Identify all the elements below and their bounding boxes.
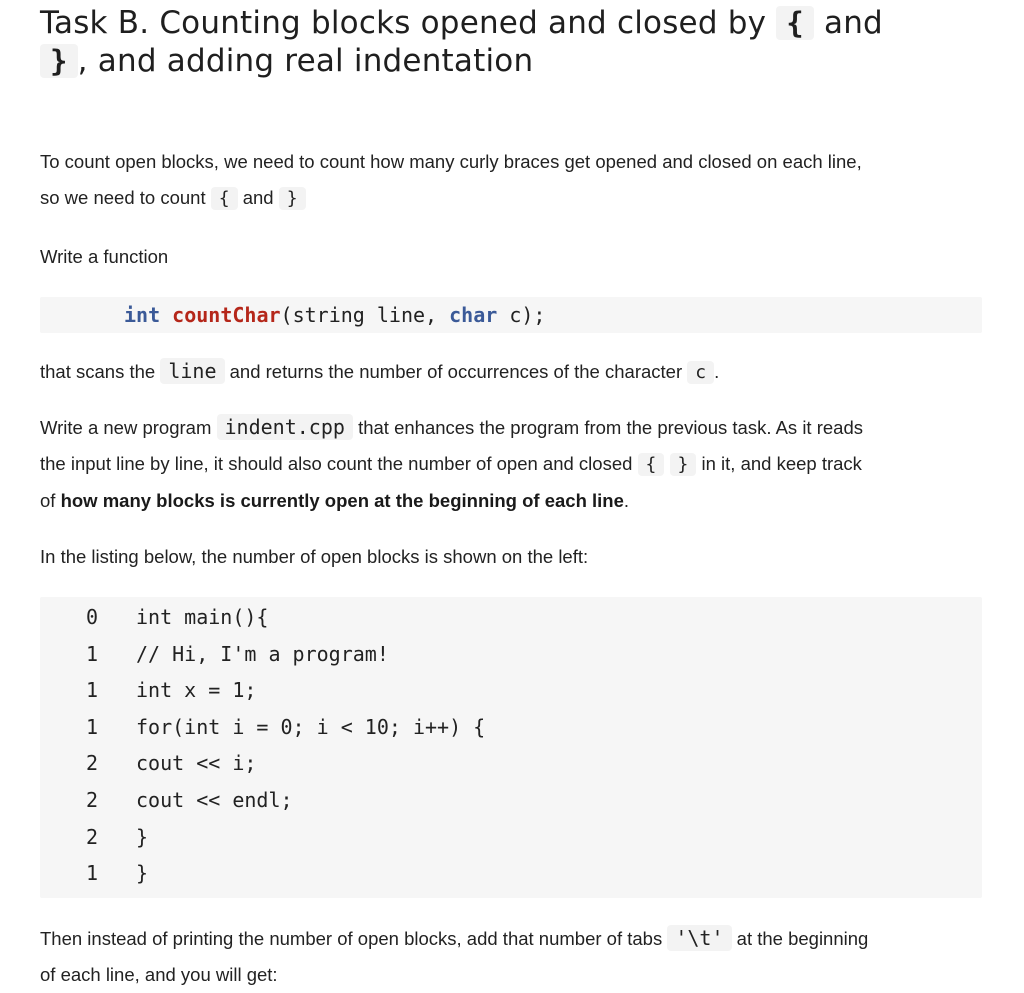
- open-block-count: 0: [85, 605, 98, 629]
- inline-code-close-brace: }: [279, 187, 306, 210]
- open-block-count: 1: [85, 861, 98, 886]
- paragraph-tabs-instead: Then instead of printing the number of open blocks, add that number of tabs '\t' at the beginning of each line, and you will get:: [40, 925, 869, 985]
- inline-code-line: line: [160, 358, 224, 384]
- code-line: cout << i;: [136, 751, 257, 776]
- paragraph-listing-intro: In the listing below, the number of open blocks is shown on the left:: [40, 546, 589, 567]
- function-signature-codeblock: int countChar(string line, char c);: [40, 297, 982, 333]
- code-line: int x = 1;: [136, 678, 257, 703]
- inline-code-indent-cpp: indent.cpp: [217, 414, 353, 440]
- listing-codeblock: [40, 597, 982, 898]
- code-line: }: [136, 824, 149, 849]
- listing-row: [40, 672, 982, 709]
- open-block-count: 2: [85, 787, 98, 812]
- page-title: Task B. Counting blocks opened and closed by { and } , and adding real indentation: [40, 5, 883, 79]
- code-line: cout << endl;: [136, 787, 293, 812]
- bold-emphasis: how many blocks is currently open at the beginning of each line: [60, 490, 624, 511]
- listing-row: [40, 745, 982, 782]
- listing-row: [40, 709, 982, 746]
- paragraph-write-function: Write a function: [40, 246, 169, 267]
- inline-code-c: c: [687, 361, 714, 384]
- open-block-count: 1: [85, 678, 98, 703]
- listing-row: [40, 819, 982, 856]
- paragraph-scans-line: that scans the line and returns the number of occurrences of the character c .: [40, 359, 720, 383]
- inline-code-open-brace: {: [211, 187, 238, 210]
- listing-row: [40, 855, 982, 892]
- inline-code-open-brace: {: [638, 453, 665, 476]
- code-line: for(int i = 0; i < 10; i++) {: [136, 714, 486, 739]
- open-block-count: 1: [85, 641, 98, 666]
- paragraph-indent-program: Write a new program indent.cpp that enhances the program from the previous task. As it reads the input line by line, it should also count the number of open and closed { } in it, and keep track of how many blocks is currently open at the beginning of each line.: [40, 415, 863, 511]
- listing-row: [40, 599, 982, 636]
- code-line: int main(){: [136, 605, 269, 629]
- title-code-open-brace: {: [776, 6, 814, 40]
- open-block-count: 2: [85, 824, 98, 849]
- code-line: }: [136, 861, 149, 886]
- listing-row: [40, 782, 982, 819]
- title-code-close-brace: }: [40, 44, 78, 78]
- inline-code-close-brace: }: [670, 453, 697, 476]
- paragraph-count-braces: To count open blocks, we need to count how many curly braces get opened and closed on each line, so we need to count { and }: [40, 151, 862, 209]
- code-line: // Hi, I'm a program!: [136, 641, 389, 666]
- listing-row: [40, 636, 982, 673]
- inline-code-tab-char: '\t': [667, 925, 731, 951]
- open-block-count: 1: [85, 714, 98, 739]
- open-block-count: 2: [85, 751, 98, 776]
